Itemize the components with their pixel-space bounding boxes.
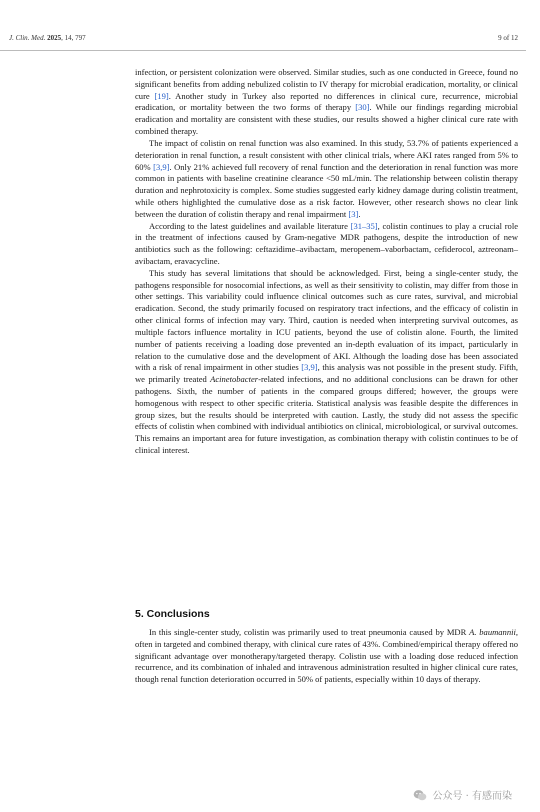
body-paragraph [135,138,518,221]
text-run: , often in targeted and combined therapy, with clinical cure rates of 43%. Combined/empirical therapy offered no significant advantage over monotherapy/targeted therapy. Colistin use with a loading dose reduced infection recurrence, and its combination of inhaled and intravenous administration resulted in higher clinical cure rates, though renal function deterioration occurred in 50% of patients, especially within 10 days of therapy. [135,627,518,685]
body-text [135,67,518,457]
body-paragraph [135,268,518,457]
page-header [9,34,518,46]
text-run: , this analysis was not possible in the present study. Fifth, we primarily treated [135,362,519,385]
text-run: . While our findings regarding microbial eradication and mortality are consistent with these studies, our results showed a higher clinical cure rate with combined therapy. [135,102,518,137]
journal-year: 2025 [47,34,62,42]
text-run: -related infections, and no additional conclusions can be drawn for other pathogens. Sixth, the number of patients in the compared groups differed; however, the groups were homogenous with respect to other specific criteria. Statistical analysis was feasible despite the differences in group sizes, but the results should be interpreted with caution. Lastly, the study did not assess the specific effects of colistin when combined with individual antibiotics on clinical, microbiological, or survival outcomes. This remains an important area for future investigation, as combination therapy with colistin continues to be of clinical interest. [135,374,518,455]
citation-link[interactable]: [19] [154,90,169,101]
text-run: In this single-center study, colistin was primarily used to treat pneumonia caused by MDR [149,627,470,637]
text-run: . Another study in Turkey also reported no differences in clinical cure, recurrence, microbial eradication, or mortality between the two forms of therapy [135,90,518,113]
text-run: According to the latest guidelines and available literature [149,220,351,231]
italic-term: A. baumannii [469,627,516,637]
journal-volume-issue: , 14, 797 [61,34,86,42]
text-run: infection, or persistent colonization were observed. Similar studies, such as one conducted in Greece, found no significant benefits from adding nebulized colistin to IV therapy for microbial eradication, mortality, or clinical cure [135,67,518,101]
citation-link[interactable]: [30] [355,102,370,113]
journal-abbrev: J. Clin. Med. [9,34,46,42]
body-paragraph [135,67,518,138]
citation-link[interactable]: [31–35] [350,220,378,231]
journal-citation [9,34,86,42]
section-heading-conclusions: 5. Conclusions [135,608,210,620]
text-run: The impact of colistin on renal function was also examined. In this study, 53.7% of patients experienced a deterioration in renal function, a result consistent with other clinical trials, where AKI rates ranged from 5% to 60% [135,137,518,172]
watermark-text: 公众号 · 有感而染 [432,791,512,802]
citation-link[interactable]: [3,9] [153,161,170,172]
header-rule [0,50,526,51]
citation-link[interactable]: [3,9] [301,362,318,373]
body-paragraph [135,221,518,268]
italic-term: Acinetobacter [210,374,259,385]
conclusions-paragraph [135,627,518,686]
watermark [413,787,512,802]
conclusions-text [135,627,518,686]
wechat-icon [413,788,427,802]
text-run: , colistin continues to play a crucial role in the treatment of infections caused by Gram-negative MDR pathogens, despite the introduction of new antibiotics such as the following: ceftazidime–avibactam, meropenem–vaborbactam, cefiderocol, aztreonam–avibactam, eravacycline. [135,220,518,266]
text-run: This study has several limitations that should be acknowledged. First, being a single-center study, the pathogens responsible for nosocomial infections, as well as their sensitivity to colistin, may differ from those in other settings. This variability could influence clinical outcomes such as cure rates, survival, and microbial eradication. Second, the study primarily focused on respiratory tract infections, and the efficacy of colistin in other clinical forms of infection may vary. Third, caution is needed when interpreting survival outcomes, as multiple factors influence mortality in ICU patients, beyond the use of colistin alone. Fourth, the limited number of patients receiving a loading dose prevented an in-depth evaluation of its impact, particularly in relation to the cumulative dose and the development of AKI. Although the loading dose has been associated with a risk of renal impairment in other studies [135,267,518,373]
text-run: . Only 21% achieved full recovery of renal function and the deterioration in renal function was more common in patients with baseline creatinine clearance <50 mL/min. The relationship between colistin therapy duration and nephrotoxicity is complex. Some studies suggested early kidney damage during colistin treatment, while others highlighted the cumulative dose as a risk factor. However, other research shows no clear link between the duration of colistin therapy and renal impairment [135,161,518,219]
text-run: . [358,208,361,219]
page-number: 9 of 12 [498,34,518,42]
citation-link[interactable]: [3] [348,208,359,219]
